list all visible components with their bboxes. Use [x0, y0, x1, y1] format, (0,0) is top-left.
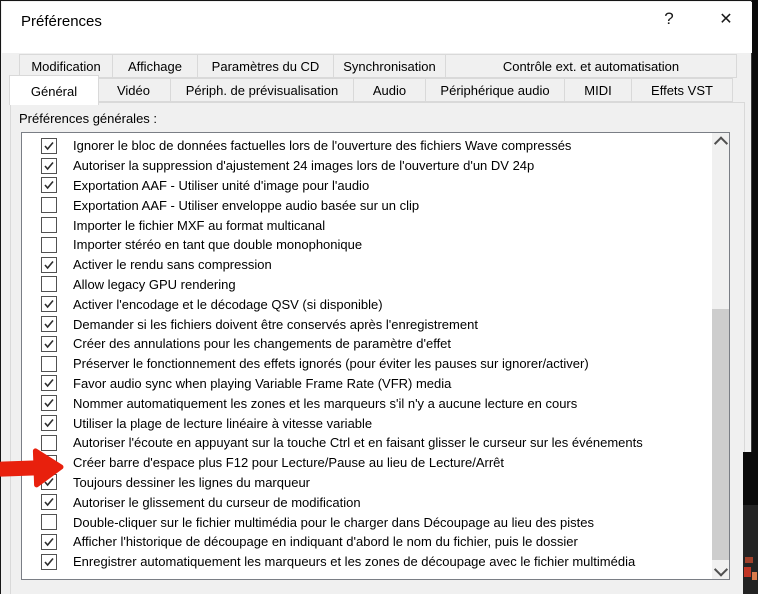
list-item[interactable]: [22, 215, 712, 235]
checkbox-checked[interactable]: [41, 296, 57, 312]
vertical-scrollbar[interactable]: [712, 133, 729, 579]
list-item-label: Autoriser le glissement du curseur de modification: [73, 494, 361, 510]
list-item-label: Ignorer le bloc de données factuelles lors de l'ouverture des fichiers Wave compressés: [73, 138, 572, 154]
checkbox-checked[interactable]: [41, 375, 57, 391]
tab-affichage[interactable]: Affichage: [112, 54, 198, 78]
tab-contr-le-ext-et-automatisation[interactable]: Contrôle ext. et automatisation: [445, 54, 737, 78]
list-item-label: Favor audio sync when playing Variable Frame Rate (VFR) media: [73, 375, 452, 391]
checkbox-checked[interactable]: [41, 415, 57, 431]
tab-vid-o[interactable]: Vidéo: [96, 78, 171, 102]
list-item[interactable]: [22, 195, 712, 215]
help-button[interactable]: ?: [647, 4, 691, 34]
checkbox-checked[interactable]: [41, 336, 57, 352]
list-item[interactable]: [22, 136, 712, 156]
list-item-label: Exportation AAF - Utiliser enveloppe audio basée sur un clip: [73, 197, 420, 213]
checkbox-checked[interactable]: [41, 158, 57, 174]
checkbox-checked[interactable]: [41, 138, 57, 154]
checkbox-unchecked[interactable]: [41, 197, 57, 213]
list-item[interactable]: [22, 314, 712, 334]
list-item-label: Afficher l'historique de découpage en indiquant d'abord le nom du fichier, puis le dossier: [73, 534, 578, 550]
list-item-label: Utiliser la plage de lecture linéaire à vitesse variable: [73, 415, 373, 431]
checkbox-unchecked[interactable]: [41, 356, 57, 372]
tab-effets-vst[interactable]: Effets VST: [631, 78, 733, 102]
list-item[interactable]: [22, 334, 712, 354]
list-item[interactable]: [22, 453, 712, 473]
close-icon[interactable]: ✕: [704, 4, 748, 34]
red-arrow-annotation: [0, 443, 69, 493]
checkbox-unchecked[interactable]: [41, 514, 57, 530]
list-item[interactable]: [22, 473, 712, 493]
checkbox-unchecked[interactable]: [41, 217, 57, 233]
list-item[interactable]: [22, 156, 712, 176]
list-item-label: Toujours dessiner les lignes du marqueur: [73, 474, 311, 490]
list-item[interactable]: [22, 176, 712, 196]
background-app-corner-lower: [743, 505, 758, 594]
list-item[interactable]: [22, 552, 712, 572]
list-item[interactable]: [22, 235, 712, 255]
tab-p-riph-de-pr-visualisation[interactable]: Périph. de prévisualisation: [170, 78, 354, 102]
list-item-label: Activer le rendu sans compression: [73, 257, 272, 273]
list-item[interactable]: [22, 393, 712, 413]
tab-g-n-ral[interactable]: Général: [9, 75, 99, 105]
list-item[interactable]: [22, 374, 712, 394]
list-item-label: Autoriser la suppression d'ajustement 24 images lors de l'ouverture d'un DV 24p: [73, 158, 535, 174]
list-item[interactable]: [22, 255, 712, 275]
list-item[interactable]: [22, 413, 712, 433]
tab-midi[interactable]: MIDI: [564, 78, 632, 102]
checkbox-unchecked[interactable]: [41, 237, 57, 253]
checkbox-checked[interactable]: [41, 494, 57, 510]
scroll-up-icon[interactable]: [712, 133, 729, 150]
tab-modification[interactable]: Modification: [19, 54, 113, 78]
list-item-label: Importer le fichier MXF au format multicanal: [73, 217, 326, 233]
list-item-label: Allow legacy GPU rendering: [73, 276, 236, 292]
tab-row-1: [19, 54, 736, 78]
list-item-label: Préserver le fonctionnement des effets ignorés (pour éviter les pauses sur ignorer/activer): [73, 356, 589, 372]
checkbox-checked[interactable]: [41, 534, 57, 550]
scrollbar-thumb[interactable]: [712, 309, 729, 560]
checkbox-checked[interactable]: [41, 257, 57, 273]
list-item[interactable]: [22, 532, 712, 552]
dialog-title: Préférences: [21, 13, 102, 30]
list-item[interactable]: [22, 294, 712, 314]
scroll-down-icon[interactable]: [712, 562, 729, 579]
general-preferences-list: [21, 132, 730, 580]
background-app-detail: [752, 572, 757, 580]
list-item-label: Exportation AAF - Utiliser unité d'image pour l'audio: [73, 177, 370, 193]
background-app-detail: [745, 557, 753, 563]
list-item-label: Activer l'encodage et le décodage QSV (si disponible): [73, 296, 383, 312]
checkbox-checked[interactable]: [41, 395, 57, 411]
list-item[interactable]: [22, 492, 712, 512]
list-rows: [22, 136, 712, 579]
checkbox-checked[interactable]: [41, 316, 57, 332]
list-item-label: Autoriser l'écoute en appuyant sur la touche Ctrl et en faisant glisser le curseur sur les événements: [73, 435, 643, 451]
tab-synchronisation[interactable]: Synchronisation: [333, 54, 446, 78]
tab-row-2: [11, 78, 732, 102]
list-item-label: Créer barre d'espace plus F12 pour Lecture/Pause au lieu de Lecture/Arrêt: [73, 455, 505, 471]
list-item-label: Demander si les fichiers doivent être conservés après l'enregistrement: [73, 316, 478, 332]
background-app-detail: [744, 567, 751, 577]
list-item-label: Nommer automatiquement les zones et les marqueurs s'il n'y a aucune lecture en cours: [73, 395, 578, 411]
checkbox-unchecked[interactable]: [41, 276, 57, 292]
tab-p-riph-rique-audio[interactable]: Périphérique audio: [425, 78, 565, 102]
list-item[interactable]: [22, 512, 712, 532]
list-item-label: Créer des annulations pour les changements de paramètre d'effet: [73, 336, 452, 352]
tab-param-tres-du-cd[interactable]: Paramètres du CD: [197, 54, 334, 78]
list-item-label: Double-cliquer sur le fichier multimédia pour le charger dans Découpage au lieu des pistes: [73, 514, 595, 530]
list-item[interactable]: [22, 354, 712, 374]
list-section-label: Préférences générales :: [19, 111, 158, 126]
list-item-label: Importer stéréo en tant que double monophonique: [73, 237, 363, 253]
list-item[interactable]: [22, 275, 712, 295]
tab-audio[interactable]: Audio: [353, 78, 426, 102]
checkbox-checked[interactable]: [41, 177, 57, 193]
checkbox-checked[interactable]: [41, 554, 57, 570]
list-item-label: Enregistrer automatiquement les marqueurs et les zones de découpage avec le fichier multimédia: [73, 554, 636, 570]
title-bar: [2, 2, 752, 53]
list-item[interactable]: [22, 433, 712, 453]
